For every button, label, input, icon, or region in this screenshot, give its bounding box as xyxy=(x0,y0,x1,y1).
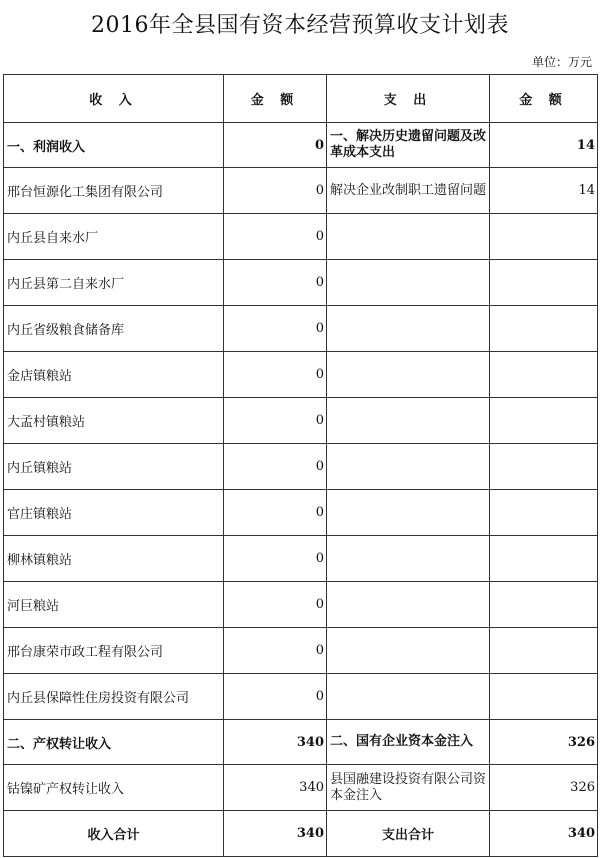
expense-cell xyxy=(327,306,490,352)
totals-row xyxy=(4,811,598,857)
table-row xyxy=(4,168,598,214)
income-amount-cell: 0 xyxy=(224,674,327,720)
expense-cell xyxy=(327,352,490,398)
table-row xyxy=(4,536,598,582)
expense-amount-cell: 14 xyxy=(490,123,598,168)
table-row xyxy=(4,123,598,168)
income-total-label: 收入合计 xyxy=(4,811,224,857)
table-row xyxy=(4,765,598,811)
expense-amount-cell xyxy=(490,398,598,444)
expense-cell: 县国融建设投资有限公司资本金注入 xyxy=(327,765,490,811)
table-row xyxy=(4,214,598,260)
table-row xyxy=(4,582,598,628)
expense-amount-cell xyxy=(490,306,598,352)
income-amount-cell: 0 xyxy=(224,260,327,306)
expense-cell: 解决企业改制职工遗留问题 xyxy=(327,168,490,214)
table-row xyxy=(4,260,598,306)
expense-amount-cell xyxy=(490,444,598,490)
expense-cell: 二、国有企业资本金注入 xyxy=(327,720,490,765)
budget-table xyxy=(3,74,598,857)
income-cell: 邢台康荣市政工程有限公司 xyxy=(4,628,224,674)
income-amount-cell: 0 xyxy=(224,490,327,536)
expense-amount-cell: 14 xyxy=(490,168,598,214)
income-amount-cell: 340 xyxy=(224,765,327,811)
income-cell: 内丘县自来水厂 xyxy=(4,214,224,260)
expense-cell xyxy=(327,628,490,674)
expense-amount-cell xyxy=(490,582,598,628)
income-cell: 邢台恒源化工集团有限公司 xyxy=(4,168,224,214)
income-cell: 河巨粮站 xyxy=(4,582,224,628)
table-row xyxy=(4,398,598,444)
page-title: 2016年全县国有资本经营预算收支计划表 xyxy=(91,13,509,38)
table-row xyxy=(4,444,598,490)
table-row xyxy=(4,628,598,674)
income-amount-cell: 340 xyxy=(224,720,327,765)
income-cell: 内丘县第二自来水厂 xyxy=(4,260,224,306)
expense-amount-cell xyxy=(490,490,598,536)
income-cell: 内丘镇粮站 xyxy=(4,444,224,490)
expense-amount-cell xyxy=(490,260,598,306)
expense-cell xyxy=(327,536,490,582)
income-cell: 内丘省级粮食储备库 xyxy=(4,306,224,352)
expense-cell xyxy=(327,214,490,260)
table-row xyxy=(4,306,598,352)
header-income: 收 入 xyxy=(4,75,224,123)
expense-cell: 一、解决历史遗留问题及改革成本支出 xyxy=(327,123,490,168)
expense-cell xyxy=(327,582,490,628)
expense-amount-cell xyxy=(490,214,598,260)
expense-amount-cell xyxy=(490,628,598,674)
expense-amount-cell: 326 xyxy=(490,765,598,811)
income-cell: 柳林镇粮站 xyxy=(4,536,224,582)
income-cell: 金店镇粮站 xyxy=(4,352,224,398)
income-cell: 一、利润收入 xyxy=(4,123,224,168)
expense-amount-cell xyxy=(490,674,598,720)
table-row xyxy=(4,490,598,536)
expense-cell xyxy=(327,444,490,490)
expense-cell xyxy=(327,260,490,306)
income-amount-cell: 0 xyxy=(224,582,327,628)
table-row xyxy=(4,352,598,398)
expense-amount-cell xyxy=(490,536,598,582)
expense-total-label: 支出合计 xyxy=(327,811,490,857)
income-total-amount: 340 xyxy=(224,811,327,857)
income-cell: 大孟村镇粮站 xyxy=(4,398,224,444)
unit-label: 单位：万元 xyxy=(531,55,592,69)
income-amount-cell: 0 xyxy=(224,123,327,168)
expense-amount-cell xyxy=(490,352,598,398)
table-row xyxy=(4,720,598,765)
income-amount-cell: 0 xyxy=(224,536,327,582)
header-row xyxy=(4,75,598,123)
income-cell: 内丘县保障性住房投资有限公司 xyxy=(4,674,224,720)
header-expense: 支 出 xyxy=(327,75,490,123)
income-cell: 官庄镇粮站 xyxy=(4,490,224,536)
income-amount-cell: 0 xyxy=(224,306,327,352)
income-amount-cell: 0 xyxy=(224,352,327,398)
income-cell: 二、产权转让收入 xyxy=(4,720,224,765)
income-cell: 钴镍矿产权转让收入 xyxy=(4,765,224,811)
income-amount-cell: 0 xyxy=(224,168,327,214)
income-amount-cell: 0 xyxy=(224,214,327,260)
income-amount-cell: 0 xyxy=(224,444,327,490)
header-income-amount: 金 额 xyxy=(224,75,327,123)
expense-amount-cell: 326 xyxy=(490,720,598,765)
income-amount-cell: 0 xyxy=(224,628,327,674)
header-expense-amount: 金 额 xyxy=(490,75,598,123)
table-row xyxy=(4,674,598,720)
expense-cell xyxy=(327,398,490,444)
expense-total-amount: 340 xyxy=(490,811,598,857)
expense-cell xyxy=(327,674,490,720)
income-amount-cell: 0 xyxy=(224,398,327,444)
expense-cell xyxy=(327,490,490,536)
